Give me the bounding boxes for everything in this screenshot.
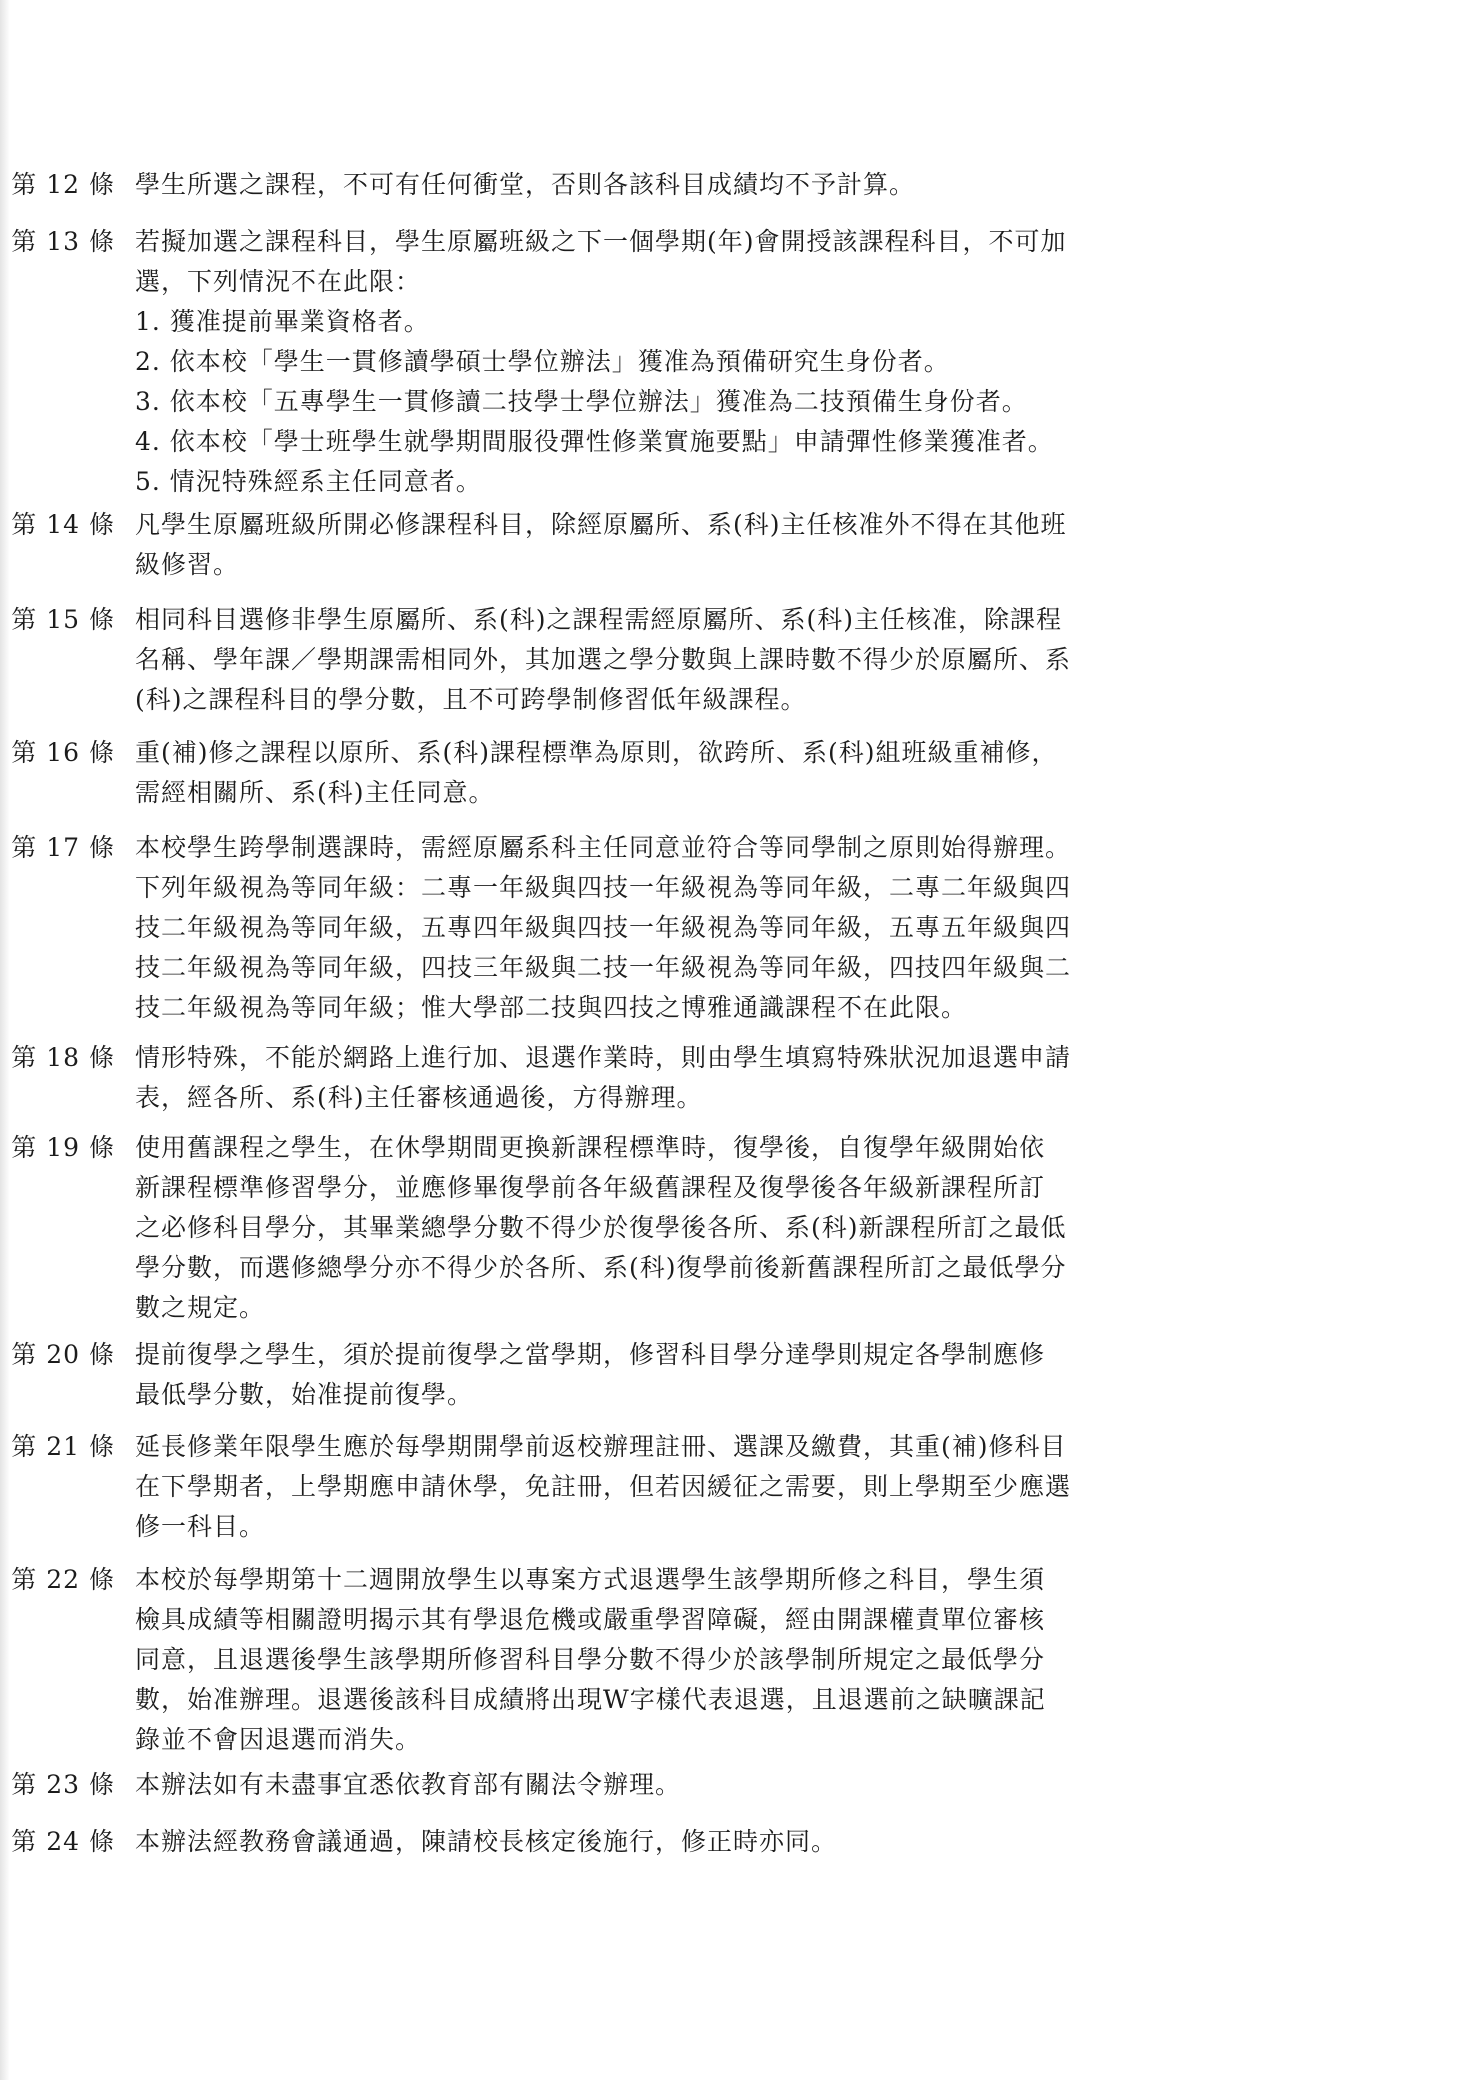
article-line: 需經相關所、系(科)主任同意。 — [135, 778, 495, 807]
article-line: (科)之課程科目的學分數，且不可跨學制修習低年級課程。 — [135, 685, 807, 714]
article-line: 新課程標準修習學分，並應修畢復學前各年級舊課程及復學後各年級新課程所訂 — [135, 1173, 1046, 1202]
article-line: 錄並不會因退選而消失。 — [135, 1725, 422, 1754]
article-line: 本辦法如有未盡事宜悉依教育部有關法令辦理。 — [135, 1770, 682, 1799]
list-item: 1. 獲准提前畢業資格者。 — [135, 307, 430, 336]
article-number: 第 24 條 — [11, 1827, 115, 1856]
article-number: 第 15 條 — [11, 605, 115, 634]
article-number: 第 16 條 — [11, 738, 115, 767]
article-19 — [0, 1128, 1471, 1328]
article-21 — [0, 1427, 1471, 1547]
article-number: 第 17 條 — [11, 833, 115, 862]
article-line: 在下學期者，上學期應申請休學，免註冊，但若因緩征之需要，則上學期至少應選 — [135, 1472, 1072, 1501]
article-line: 名稱、學年課／學期課需相同外，其加選之學分數與上課時數不得少於原屬所、系 — [135, 645, 1072, 674]
article-line: 相同科目選修非學生原屬所、系(科)之課程需經原屬所、系(科)主任核准，除課程 — [135, 605, 1063, 634]
article-line: 本辦法經教務會議通過，陳請校長核定後施行，修正時亦同。 — [135, 1827, 838, 1856]
article-12 — [0, 165, 1471, 205]
article-line: 重(補)修之課程以原所、系(科)課程標準為原則，欲跨所、系(科)組班級重補修， — [135, 738, 1058, 767]
article-body — [135, 600, 1230, 720]
article-body — [135, 828, 1230, 1028]
article-line: 若擬加選之課程科目，學生原屬班級之下一個學期(年)會開授該課程科目，不可加 — [135, 227, 1067, 256]
article-number: 第 12 條 — [11, 170, 115, 199]
article-number: 第 20 條 — [11, 1340, 115, 1369]
article-line: 之必修科目學分，其畢業總學分數不得少於復學後各所、系(科)新課程所訂之最低 — [135, 1213, 1067, 1242]
article-23 — [0, 1765, 1471, 1805]
article-13 — [0, 222, 1471, 502]
article-line: 數，始准辦理。退選後該科目成績將出現W字樣代表退選，且退選前之缺曠課記 — [135, 1685, 1046, 1714]
article-line: 學生所選之課程，不可有任何衝堂，否則各該科目成績均不予計算。 — [135, 170, 916, 199]
article-line: 技二年級視為等同年級；惟大學部二技與四技之博雅通識課程不在此限。 — [135, 993, 968, 1022]
article-14 — [0, 505, 1471, 585]
article-body — [135, 222, 1230, 502]
list-item: 5. 情況特殊經系主任同意者。 — [135, 467, 482, 496]
article-line: 數之規定。 — [135, 1293, 266, 1322]
article-line: 檢具成績等相關證明揭示其有學退危機或嚴重學習障礙，經由開課權責單位審核 — [135, 1605, 1046, 1634]
article-number: 第 21 條 — [11, 1432, 115, 1461]
article-line: 情形特殊，不能於網路上進行加、退選作業時，則由學生填寫特殊狀況加退選申請 — [135, 1043, 1072, 1072]
list-item: 2. 依本校「學生一貫修讀學碩士學位辦法」獲准為預備研究生身份者。 — [135, 347, 950, 376]
article-number: 第 14 條 — [11, 510, 115, 539]
article-number: 第 23 條 — [11, 1770, 115, 1799]
article-18 — [0, 1038, 1471, 1118]
article-number: 第 13 條 — [11, 227, 115, 256]
article-line: 下列年級視為等同年級：二專一年級與四技一年級視為等同年級，二專二年級與四 — [135, 873, 1072, 902]
article-17 — [0, 828, 1471, 1028]
article-body — [135, 1038, 1230, 1118]
article-line: 凡學生原屬班級所開必修課程科目，除經原屬所、系(科)主任核准外不得在其他班 — [135, 510, 1067, 539]
article-body — [135, 1560, 1230, 1760]
article-line: 修一科目。 — [135, 1512, 266, 1541]
article-line: 學分數，而選修總學分亦不得少於各所、系(科)復學前後新舊課程所訂之最低學分 — [135, 1253, 1067, 1282]
article-body — [135, 733, 1230, 813]
article-body — [135, 1765, 1230, 1805]
article-line: 級修習。 — [135, 550, 240, 579]
article-body — [135, 1335, 1230, 1415]
article-line: 延長修業年限學生應於每學期開學前返校辦理註冊、選課及繳費，其重(補)修科目 — [135, 1432, 1067, 1461]
article-line: 技二年級視為等同年級，四技三年級與二技一年級視為等同年級，四技四年級與二 — [135, 953, 1072, 982]
article-body — [135, 1822, 1230, 1862]
article-number: 第 22 條 — [11, 1565, 115, 1594]
article-15 — [0, 600, 1471, 720]
article-24 — [0, 1822, 1471, 1862]
article-line: 選，下列情況不在此限： — [135, 267, 422, 296]
article-body — [135, 505, 1230, 585]
article-line: 本校學生跨學制選課時，需經原屬系科主任同意並符合等同學制之原則始得辦理。 — [135, 833, 1072, 862]
list-item: 3. 依本校「五專學生一貫修讀二技學士學位辦法」獲准為二技預備生身份者。 — [135, 387, 1028, 416]
article-line: 本校於每學期第十二週開放學生以專案方式退選學生該學期所修之科目，學生須 — [135, 1565, 1046, 1594]
article-line: 同意，且退選後學生該學期所修習科目學分數不得少於該學制所規定之最低學分 — [135, 1645, 1046, 1674]
article-body — [135, 1128, 1230, 1328]
article-20 — [0, 1335, 1471, 1415]
article-line: 最低學分數，始准提前復學。 — [135, 1380, 474, 1409]
article-16 — [0, 733, 1471, 813]
article-22 — [0, 1560, 1471, 1760]
article-line: 技二年級視為等同年級，五專四年級與四技一年級視為等同年級，五專五年級與四 — [135, 913, 1072, 942]
article-line: 使用舊課程之學生，在休學期間更換新課程標準時，復學後，自復學年級開始依 — [135, 1133, 1046, 1162]
article-number: 第 18 條 — [11, 1043, 115, 1072]
article-body — [135, 1427, 1230, 1547]
article-line: 提前復學之學生，須於提前復學之當學期，修習科目學分達學則規定各學制應修 — [135, 1340, 1046, 1369]
article-body — [135, 165, 1230, 205]
article-number: 第 19 條 — [11, 1133, 115, 1162]
article-line: 表，經各所、系(科)主任審核通過後，方得辦理。 — [135, 1083, 703, 1112]
list-item: 4. 依本校「學士班學生就學期間服役彈性修業實施要點」申請彈性修業獲准者。 — [135, 427, 1054, 456]
